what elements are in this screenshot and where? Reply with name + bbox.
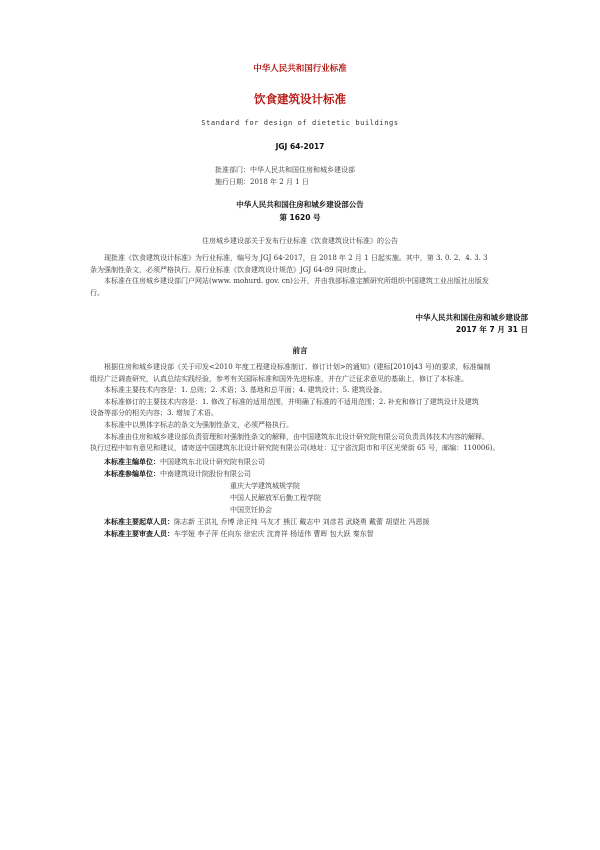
announcement-number: 第 1620 号 <box>279 213 321 222</box>
drafters <box>104 517 429 529</box>
participant-unit: 中国人民解放军后勤工程学院 <box>230 494 321 502</box>
drafters-label: 本标准主要起草人员： <box>104 518 174 526</box>
signer: 中华人民共和国住房和城乡建设部 <box>415 313 528 322</box>
preface-line: 本标准由住房和城乡建设部负责管理和对强制性条文的解释，由中国建筑东北设计研究院有限公司负责具体技术内容的解释。 <box>104 432 489 441</box>
announcement-line: 现批准《饮食建筑设计标准》为行业标准，编号为 JGJ 64-2017，自 2018 年 2 月 1 日起实施。其中，第 3. 0. 2、4. 3. 3 <box>104 254 488 262</box>
reviewers <box>104 529 374 541</box>
participant-unit: 中国烹饪协会 <box>230 506 272 514</box>
drafters-value: 陈志新 王洪礼 乔博 涂正纯 马友才 熊江 戴志中 刘彦君 武晓勇 戴蕾 胡望社 冯恩援 <box>174 518 430 526</box>
chief-unit-value: 中国建筑东北设计研究院有限公司 <box>160 458 265 466</box>
standard-code: JGJ 64-2017 <box>275 142 325 151</box>
reviewers-label: 本标准主要审查人员： <box>104 530 174 538</box>
chief-unit <box>104 457 265 469</box>
participant-units-label: 本标准参编单位： <box>104 470 160 478</box>
preface-body <box>90 362 530 455</box>
preface-line: 本标准主要技术内容是：1. 总则；2. 术语；3. 基地和总平面；4. 建筑设计；5. 建筑设备。 <box>104 386 387 395</box>
announcement-subtitle: 住房城乡建设部关于发布行业标准《饮食建筑设计标准》的公告 <box>202 237 398 245</box>
chief-unit-label: 本标准主编单位： <box>104 458 160 466</box>
participant-unit: 重庆大学建筑城规学院 <box>230 482 300 490</box>
announcement-line: 本标准在住房城乡建设部门户网站(www. mohurd. gov. cn)公开，并由我部标准定额研究所组织中国建筑工业出版社出版发 <box>104 277 489 285</box>
preface-heading: 前言 <box>292 346 308 355</box>
participant-units <box>104 469 251 481</box>
standard-title: 饮食建筑设计标准 <box>254 92 346 106</box>
english-title: Standard for design of dietetic buildings <box>201 119 399 127</box>
preface-line: 本标准修订的主要技术内容是：1. 修改了标准的适用范围，并明确了标准的不适用范围；2. 补充和修订了建筑设计及建筑 <box>104 397 479 406</box>
preface-line: 本标准中以黑体字标志的条文为强制性条文，必须严格执行。 <box>104 420 293 429</box>
effective-date: 施行日期：2018 年 2 月 1 日 <box>215 178 309 186</box>
preface-line: 根据住房和城乡建设部《关于印发<2010 年度工程建设标准制订、修订计划>的通知》(建标[2010]43 号)的要求，标准编制 <box>104 363 491 371</box>
preface-line: 组经广泛调查研究，认真总结实践经验，参考有关国际标准和国外先进标准，并在广泛征求意见的基础上，修订了本标准。 <box>90 374 468 383</box>
announcement-paragraph-1 <box>90 253 530 276</box>
participant-unit: 中南建筑设计院股份有限公司 <box>160 470 251 478</box>
preface-line: 设备等部分的相关内容；3. 增加了术语。 <box>90 409 218 418</box>
reviewers-value: 车学娅 李子萍 任向东 徐宏庆 沈育祥 杨适伟 曹晖 包大跃 秦东智 <box>174 530 374 538</box>
preface-line: 执行过程中如有意见和建议，请寄送中国建筑东北设计研究院有限公司(地址：辽宁省沈阳市和平区光荣街 65 号，邮编：110006)。 <box>90 444 500 453</box>
announcement-paragraph-2 <box>90 276 530 299</box>
standard-category: 中华人民共和国行业标准 <box>253 64 347 74</box>
approval-department: 批准部门：中华人民共和国住房和城乡建设部 <box>215 166 355 174</box>
announcement-line: 条为强制性条文，必须严格执行。原行业标准《饮食建筑设计规范》JGJ 64-89 同时废止。 <box>90 265 371 274</box>
signing-date: 2017 年 7 月 31 日 <box>455 325 528 334</box>
announcement-org: 中华人民共和国住房和城乡建设部公告 <box>236 200 364 209</box>
announcement-line: 行。 <box>90 288 104 297</box>
